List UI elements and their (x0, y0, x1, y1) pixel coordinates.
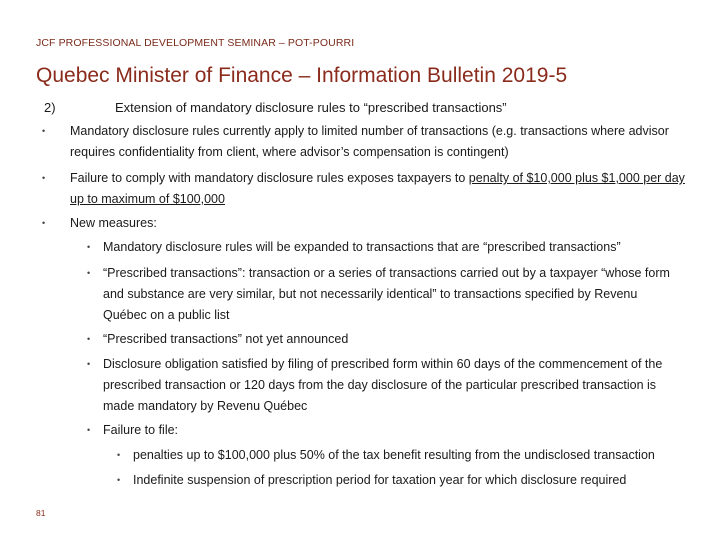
subsub-bullet-penalties: penalties up to $100,000 plus 50% of the tax benefit resulting from the undisclosed transaction (133, 448, 655, 462)
penalty-intro: Failure to comply with mandatory disclosure rules exposes taxpayers to (70, 171, 469, 185)
bullet-icon: • (87, 268, 91, 278)
section-title: Extension of mandatory disclosure rules to “prescribed transactions” (115, 100, 507, 115)
bullet-icon: • (117, 475, 121, 485)
bullet-new-measures: New measures: (70, 216, 157, 230)
bullet-current-rules: Mandatory disclosure rules currently apply to limited number of transactions (e.g. transactions where advisor requires confidentiality from client, where advisor’s compensation is contingent) (70, 124, 669, 159)
bullet-icon: • (87, 425, 91, 435)
sub-bullet-failure-to-file: Failure to file: (103, 423, 179, 437)
bullet-icon: • (87, 242, 91, 252)
bullet-icon: • (117, 450, 121, 460)
bullet-penalty (70, 168, 690, 210)
seminar-header: JCF PROFESSIONAL DEVELOPMENT SEMINAR – POT-POURRI (36, 37, 355, 49)
page-title: Quebec Minister of Finance – Information Bulletin 2019-5 (36, 64, 568, 87)
bullet-icon: • (42, 126, 46, 136)
subsub-bullet-suspension: Indefinite suspension of prescription period for taxation year for which disclosure required (133, 473, 627, 487)
sub-bullet-disclosure-obligation: Disclosure obligation satisfied by filing of prescribed form within 60 days of the commencement of the prescribed transaction or 120 days from the day disclosure of the particular prescribed transaction is made mandatory by Revenu Québec (103, 357, 663, 413)
sub-bullet-not-announced: “Prescribed transactions” not yet announced (103, 332, 349, 346)
bullet-icon: • (42, 218, 46, 228)
sub-bullet-expanded-rules: Mandatory disclosure rules will be expanded to transactions that are “prescribed transactions” (103, 240, 621, 254)
page-number: 81 (36, 508, 46, 518)
bullet-icon: • (87, 334, 91, 344)
penalty-amount: penalty of $10,000 plus $1,000 per day up to maximum of $100,000 (70, 171, 685, 206)
bullet-icon: • (42, 173, 46, 183)
section-number: 2) (44, 100, 56, 115)
sub-bullet-definition: “Prescribed transactions”: transaction or a series of transactions carried out by a taxpayer “whose form and substance are very similar, but not necessarily identical” to transactions specified by Revenu Québec on a public list (103, 266, 670, 322)
bullet-icon: • (87, 359, 91, 369)
